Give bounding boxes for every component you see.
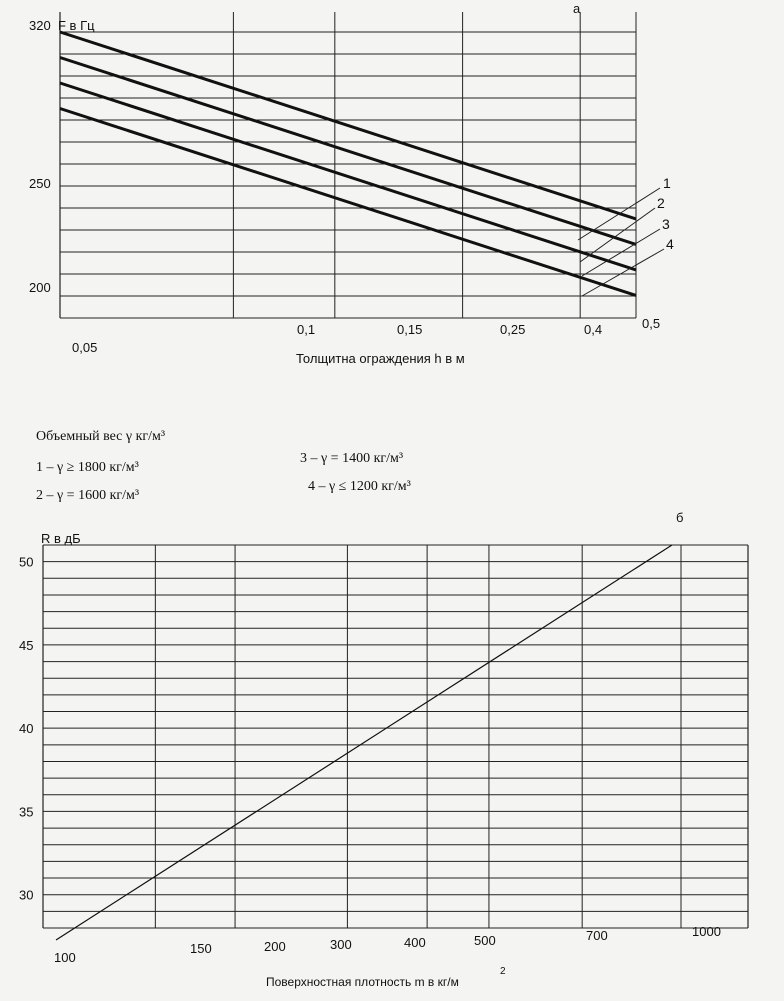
series-label-1: 1 bbox=[663, 175, 671, 191]
x-tick-label: 200 bbox=[264, 939, 286, 954]
y-tick-label: 45 bbox=[19, 637, 34, 653]
chart-a bbox=[29, 1, 674, 366]
series-label-3: 3 bbox=[662, 216, 670, 232]
leader-line bbox=[578, 188, 660, 240]
legend-item-2: 2 – γ = 1600 кг/м³ bbox=[36, 488, 140, 503]
panel-label: б bbox=[676, 510, 684, 525]
x-tick-label: 1000 bbox=[692, 924, 721, 939]
x-tick-label: 500 bbox=[474, 933, 496, 948]
x-axis-title: Толщитна ограждения h в м bbox=[296, 351, 465, 366]
x-axis-title: Поверхностная плотность m в кг/м bbox=[266, 975, 459, 989]
legend-item-3: 3 – γ = 1400 кг/м³ bbox=[300, 451, 404, 466]
panel-label: а bbox=[573, 1, 581, 16]
series-line-3 bbox=[60, 83, 636, 270]
x-tick-label: 700 bbox=[586, 928, 608, 943]
y-tick-label: 320 bbox=[29, 18, 51, 33]
legend-item-4: 4 – γ ≤ 1200 кг/м³ bbox=[308, 479, 411, 494]
y-tick-label: 50 bbox=[19, 554, 34, 570]
series-line-4 bbox=[60, 109, 636, 296]
leader-line bbox=[580, 208, 655, 262]
y-tick-label: 40 bbox=[19, 721, 34, 737]
x-tick-label: 0,1 bbox=[297, 322, 316, 337]
series-line bbox=[56, 545, 672, 940]
y-axis-label: F в Гц bbox=[58, 18, 95, 33]
y-axis-label: R в дБ bbox=[41, 531, 81, 546]
x-tick-label: 150 bbox=[190, 941, 212, 956]
y-tick-label: 200 bbox=[29, 280, 51, 295]
y-tick-label: 35 bbox=[19, 804, 34, 820]
y-tick-label: 250 bbox=[29, 176, 51, 191]
x-axis-title-superscript: 2 bbox=[500, 966, 506, 977]
x-tick-label: 0,25 bbox=[500, 322, 526, 337]
y-tick-label: 30 bbox=[19, 887, 34, 903]
chart-b bbox=[19, 510, 748, 989]
x-tick-label: 0,5 bbox=[642, 316, 661, 331]
series-line-1 bbox=[60, 32, 636, 219]
legend bbox=[36, 429, 411, 503]
series-line-2 bbox=[60, 58, 636, 245]
x-tick-label: 0,15 bbox=[397, 322, 423, 337]
x-tick-label: 400 bbox=[404, 935, 426, 950]
legend-item-1: 1 – γ ≥ 1800 кг/м³ bbox=[36, 460, 139, 475]
x-tick-label: 0,4 bbox=[584, 322, 603, 337]
series-label-2: 2 bbox=[657, 195, 665, 211]
legend-title: Объемный вес γ кг/м³ bbox=[36, 429, 166, 444]
x-tick-label: 300 bbox=[330, 937, 352, 952]
series-label-4: 4 bbox=[666, 236, 674, 252]
x-tick-label: 100 bbox=[54, 950, 76, 965]
x-tick-label: 0,05 bbox=[72, 340, 98, 355]
